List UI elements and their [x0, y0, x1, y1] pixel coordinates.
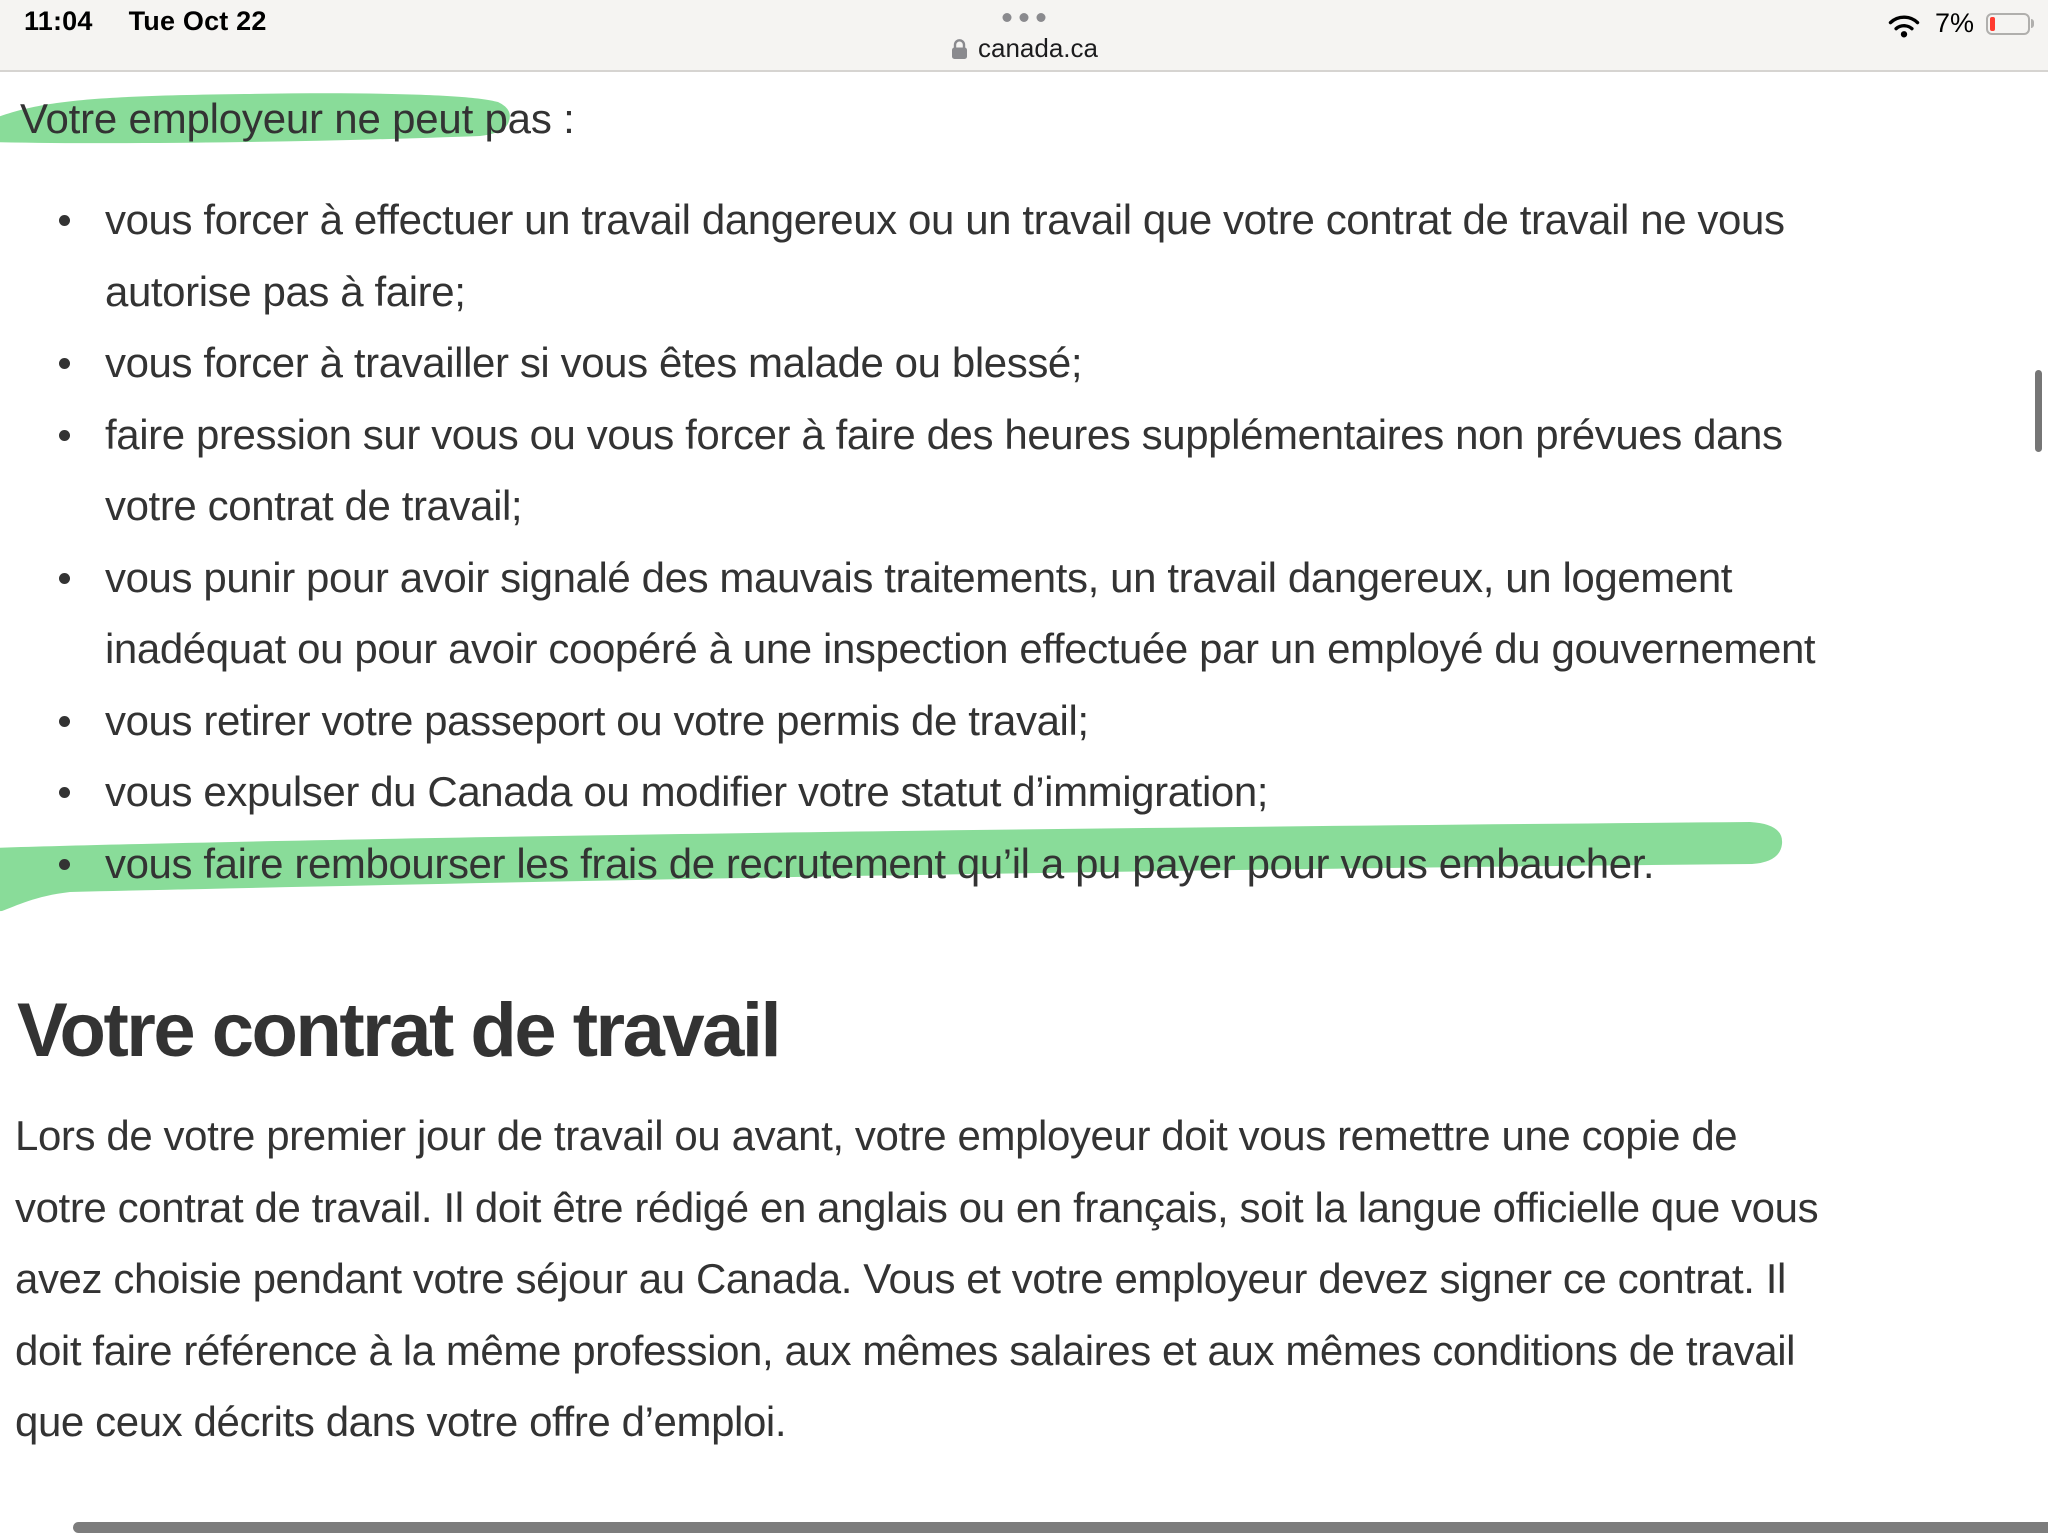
contract-paragraph	[15, 1100, 2048, 1458]
tab-overview-dots-icon[interactable]	[1003, 13, 1046, 22]
paragraph-line: doit faire référence à la même profession, aux mêmes salaires et aux mêmes conditions de travail	[15, 1326, 1796, 1374]
status-bar-left	[24, 6, 267, 37]
section-heading: Votre contrat de travail	[17, 988, 780, 1073]
paragraph-line: que ceux décrits dans votre offre d’emploi.	[15, 1398, 787, 1445]
bullet-marker	[59, 787, 70, 798]
list-item-line: vous forcer à travailler si vous êtes malade ou blessé;	[0, 327, 2048, 399]
url-text: canada.ca	[978, 33, 1098, 63]
url-bar[interactable]	[950, 33, 1098, 64]
paragraph-line: Lors de votre premier jour de travail ou avant, votre employeur doit vous remettre une copie de	[15, 1112, 1738, 1159]
bullet-marker	[59, 358, 70, 369]
bullet-marker	[59, 430, 70, 441]
bullet-marker	[59, 215, 70, 226]
battery-low-icon	[1986, 13, 2034, 35]
status-date: Tue Oct 22	[128, 6, 267, 36]
wifi-icon	[1885, 10, 1923, 38]
list-item-line: votre contrat de travail;	[105, 482, 523, 529]
browser-chrome	[0, 0, 2048, 72]
bullet-marker	[59, 573, 70, 584]
list-item-line: faire pression sur vous ou vous forcer à faire des heures supplémentaires non prévues dans	[0, 399, 2048, 471]
status-bar-right	[1885, 8, 2034, 39]
bullet-marker	[59, 859, 70, 870]
list-item-line: vous retirer votre passeport ou votre permis de travail;	[0, 685, 2048, 757]
intro-heading: Votre employeur ne peut pas :	[20, 95, 575, 142]
battery-percent: 7%	[1934, 8, 1974, 38]
webpage-content	[0, 72, 2048, 1536]
prohibitions-list	[0, 184, 2048, 899]
paragraph-line: votre contrat de travail. Il doit être rédigé en anglais ou en français, soit la langue officielle que vous	[15, 1183, 1819, 1231]
list-item-line: vous expulser du Canada ou modifier votre statut d’immigration;	[0, 756, 2048, 828]
list-item-line: inadéquat ou pour avoir coopéré à une inspection effectuée par un employé du gouvernement	[105, 625, 1816, 672]
list-item-line-highlighted: vous faire rembourser les frais de recrutement qu’il a pu payer pour vous embaucher.	[0, 828, 2048, 900]
battery-fill	[1990, 17, 1995, 31]
clock-time: 11:04	[24, 6, 93, 36]
list-item-line: vous forcer à effectuer un travail dangereux ou un travail que votre contrat de travail ne vous	[0, 184, 2048, 256]
paragraph-line: avez choisie pendant votre séjour au Canada. Vous et votre employeur devez signer ce contrat. Il	[15, 1255, 1786, 1302]
list-item-line: autorise pas à faire;	[105, 267, 466, 315]
bullet-marker	[59, 716, 70, 727]
lock-icon	[950, 38, 969, 60]
list-item-line: vous punir pour avoir signalé des mauvais traitements, un travail dangereux, un logement	[0, 542, 2048, 614]
